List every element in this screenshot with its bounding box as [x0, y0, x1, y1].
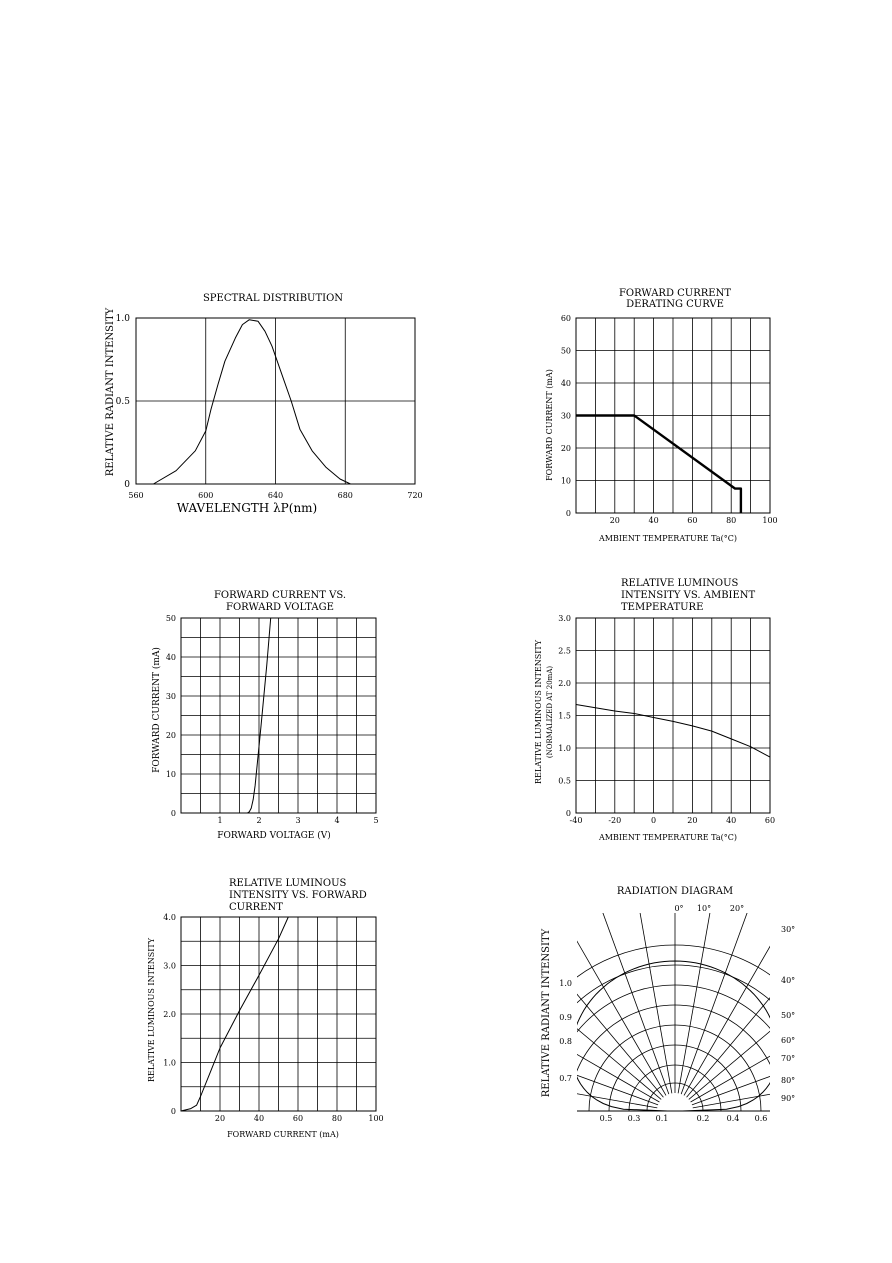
- angle-label: 30°: [781, 925, 796, 934]
- series: [153, 320, 350, 484]
- polar-spoke: [508, 912, 664, 1097]
- x-tick-label: 720: [407, 491, 423, 500]
- chart-title-line-1: FORWARD CURRENT: [618, 288, 732, 299]
- y-tick-label: 20: [165, 731, 176, 740]
- chart-title-line-3: CURRENT: [229, 902, 283, 913]
- grid: [181, 917, 376, 1111]
- x-tick-label: 100: [762, 516, 778, 525]
- x-tick-label: 3: [295, 816, 301, 825]
- x-tick-label: 0: [651, 816, 657, 825]
- bottom-scale-label: 0.4: [726, 1114, 740, 1123]
- chart-title-line-1: FORWARD CURRENT VS.: [213, 590, 347, 601]
- y-axis-label-line-1: RELATIVE LUMINOUS INTENSITY: [534, 639, 543, 785]
- luminous-intensity-vs-current-chart: [147, 878, 384, 1139]
- x-tick-label: 600: [198, 491, 214, 500]
- y-tick-label: 60: [560, 314, 571, 323]
- y-tick-label: 2.0: [558, 679, 571, 688]
- polar-spoke: [586, 867, 669, 1094]
- y-tick-label: 10: [560, 476, 571, 486]
- bottom-scale-label: 0.1: [655, 1114, 669, 1123]
- angle-label: 40°: [781, 976, 796, 985]
- chart-title-line-1: RELATIVE LUMINOUS: [229, 878, 347, 889]
- x-tick-label: 20: [687, 816, 698, 825]
- x-tick-label: 40: [648, 516, 659, 525]
- x-tick-label: 40: [726, 816, 737, 825]
- grid: [136, 318, 415, 484]
- y-tick-label: 0: [565, 809, 571, 818]
- y-tick-label: 0: [565, 509, 571, 518]
- bottom-scale-label: 0.3: [627, 1114, 641, 1123]
- x-tick-labels: [570, 816, 776, 825]
- y-tick-labels: [163, 913, 176, 1116]
- y-tick-label: 2.5: [558, 646, 571, 656]
- x-axis-label: WAVELENGTH λP(nm): [176, 501, 318, 515]
- x-tick-label: 4: [334, 816, 340, 825]
- radial-label: 0.9: [559, 1013, 572, 1022]
- y-tick-label: 40: [560, 379, 571, 388]
- y-axis-label: RELATIVE LUMINOUS INTENSITY: [147, 937, 156, 1083]
- y-tick-label: 50: [560, 346, 571, 356]
- chart-title-line-2: INTENSITY VS. FORWARD: [229, 890, 367, 901]
- y-tick-label: 40: [165, 653, 176, 662]
- radiation-diagram: [415, 851, 892, 1263]
- y-tick-label: 2.0: [163, 1010, 176, 1019]
- y-tick-label: 3.0: [163, 961, 176, 971]
- x-tick-labels: [610, 516, 778, 525]
- series: [576, 416, 741, 514]
- angle-label: 10°: [696, 904, 712, 913]
- y-tick-label: 0: [170, 1107, 176, 1116]
- x-tick-label: 20: [214, 1114, 226, 1123]
- bottom-scale-label: 0.6: [754, 1114, 768, 1123]
- x-axis-label: FORWARD CURRENT (mA): [227, 1130, 339, 1139]
- angle-label: 80°: [781, 1076, 796, 1085]
- series-line: [576, 416, 741, 514]
- x-tick-label: 5: [373, 816, 379, 825]
- y-tick-label: 10: [165, 770, 176, 779]
- series-line: [153, 320, 350, 484]
- x-tick-label: 80: [726, 516, 737, 525]
- angle-label: 90°: [781, 1094, 796, 1103]
- chart-title-line-3: TEMPERATURE: [621, 602, 704, 613]
- y-tick-label: 30: [560, 411, 571, 421]
- y-tick-label: 0.5: [558, 776, 571, 786]
- x-tick-label: 100: [368, 1114, 384, 1123]
- y-tick-label: 1.0: [163, 1058, 176, 1068]
- y-axis-label-line-2: (NORMALIZED AT 20mA): [546, 665, 554, 759]
- x-tick-label: 80: [331, 1114, 343, 1123]
- luminous-intensity-vs-temperature-chart: [534, 578, 775, 842]
- y-tick-label: 0: [170, 809, 176, 818]
- polar-spoke: [450, 981, 660, 1102]
- y-tick-label: 20: [560, 444, 571, 453]
- y-tick-label: 3.0: [558, 614, 571, 623]
- y-tick-label: 50: [165, 614, 176, 623]
- x-tick-label: 680: [337, 491, 353, 500]
- chart-title: SPECTRAL DISTRIBUTION: [202, 293, 344, 304]
- y-tick-label: 0.5: [115, 397, 130, 407]
- angle-label: 20°: [729, 904, 745, 913]
- polar-spoke: [692, 1022, 892, 1105]
- x-tick-label: -20: [608, 816, 622, 825]
- derating-curve-chart: [545, 288, 778, 543]
- y-tick-labels: [166, 614, 176, 818]
- angle-label: 0°: [674, 904, 684, 913]
- y-tick-labels: [116, 314, 131, 490]
- radial-label: 0.7: [559, 1074, 572, 1083]
- x-tick-label: 560: [128, 491, 144, 500]
- angle-label: 50°: [781, 1011, 796, 1020]
- x-tick-label: 20: [609, 516, 620, 525]
- x-tick-label: 640: [267, 491, 284, 500]
- x-tick-label: 60: [687, 516, 698, 525]
- x-tick-labels: [215, 1114, 384, 1123]
- radial-label: 1.0: [559, 979, 572, 988]
- y-axis-label: FORWARD CURRENT (mA): [152, 647, 162, 773]
- x-tick-labels: [217, 816, 378, 825]
- grid: [181, 618, 376, 813]
- polar-spoke: [684, 886, 805, 1096]
- forward-current-vs-voltage-chart: [151, 590, 379, 841]
- y-tick-label: 1.0: [558, 744, 571, 753]
- chart-title-line-2: FORWARD VOLTAGE: [226, 602, 334, 613]
- radial-label: 0.8: [559, 1037, 572, 1046]
- bottom-scale-label: 0.2: [696, 1114, 710, 1123]
- y-tick-labels: [561, 314, 571, 518]
- x-tick-labels: [128, 491, 422, 500]
- bottom-scale-label: 0.5: [599, 1114, 613, 1123]
- x-axis-label: AMBIENT TEMPERATURE Ta(°C): [598, 833, 738, 842]
- chart-title: RADIATION DIAGRAM: [616, 886, 734, 897]
- x-axis-label: AMBIENT TEMPERATURE Ta(°C): [598, 534, 738, 543]
- spectral-distribution-chart: [105, 293, 423, 515]
- x-tick-label: -40: [569, 816, 583, 825]
- polar-spoke: [687, 912, 843, 1097]
- polar-spoke: [545, 886, 666, 1096]
- x-tick-label: 40: [253, 1114, 265, 1123]
- y-tick-label: 1.0: [115, 314, 130, 324]
- chart-title-line-2: DERATING CURVE: [626, 299, 724, 310]
- x-tick-label: 60: [292, 1114, 304, 1123]
- y-axis-label: RELATIVE RADIANT INTENSITY: [541, 928, 552, 1098]
- chart-title-line-2: INTENSITY VS. AMBIENT: [621, 590, 756, 601]
- x-tick-label: 2: [256, 816, 262, 825]
- x-tick-label: 1: [217, 816, 223, 825]
- y-tick-label: 4.0: [163, 913, 176, 922]
- angle-label: 70°: [781, 1054, 796, 1063]
- y-tick-labels: [558, 614, 571, 818]
- grid: [576, 618, 770, 813]
- polar-grid: [415, 851, 892, 1263]
- y-tick-label: 1.5: [558, 711, 571, 721]
- polar-spoke: [681, 867, 764, 1094]
- x-axis-label: FORWARD VOLTAGE (V): [217, 831, 331, 841]
- y-tick-label: 30: [165, 692, 176, 701]
- y-axis-label: FORWARD CURRENT (mA): [545, 369, 554, 481]
- y-axis-label: RELATIVE RADIANT INTENSITY: [105, 307, 116, 477]
- y-tick-label: 0: [124, 480, 130, 490]
- x-tick-label: 60: [764, 816, 776, 825]
- angle-label: 60°: [781, 1036, 796, 1045]
- chart-title-line-1: RELATIVE LUMINOUS: [621, 578, 739, 589]
